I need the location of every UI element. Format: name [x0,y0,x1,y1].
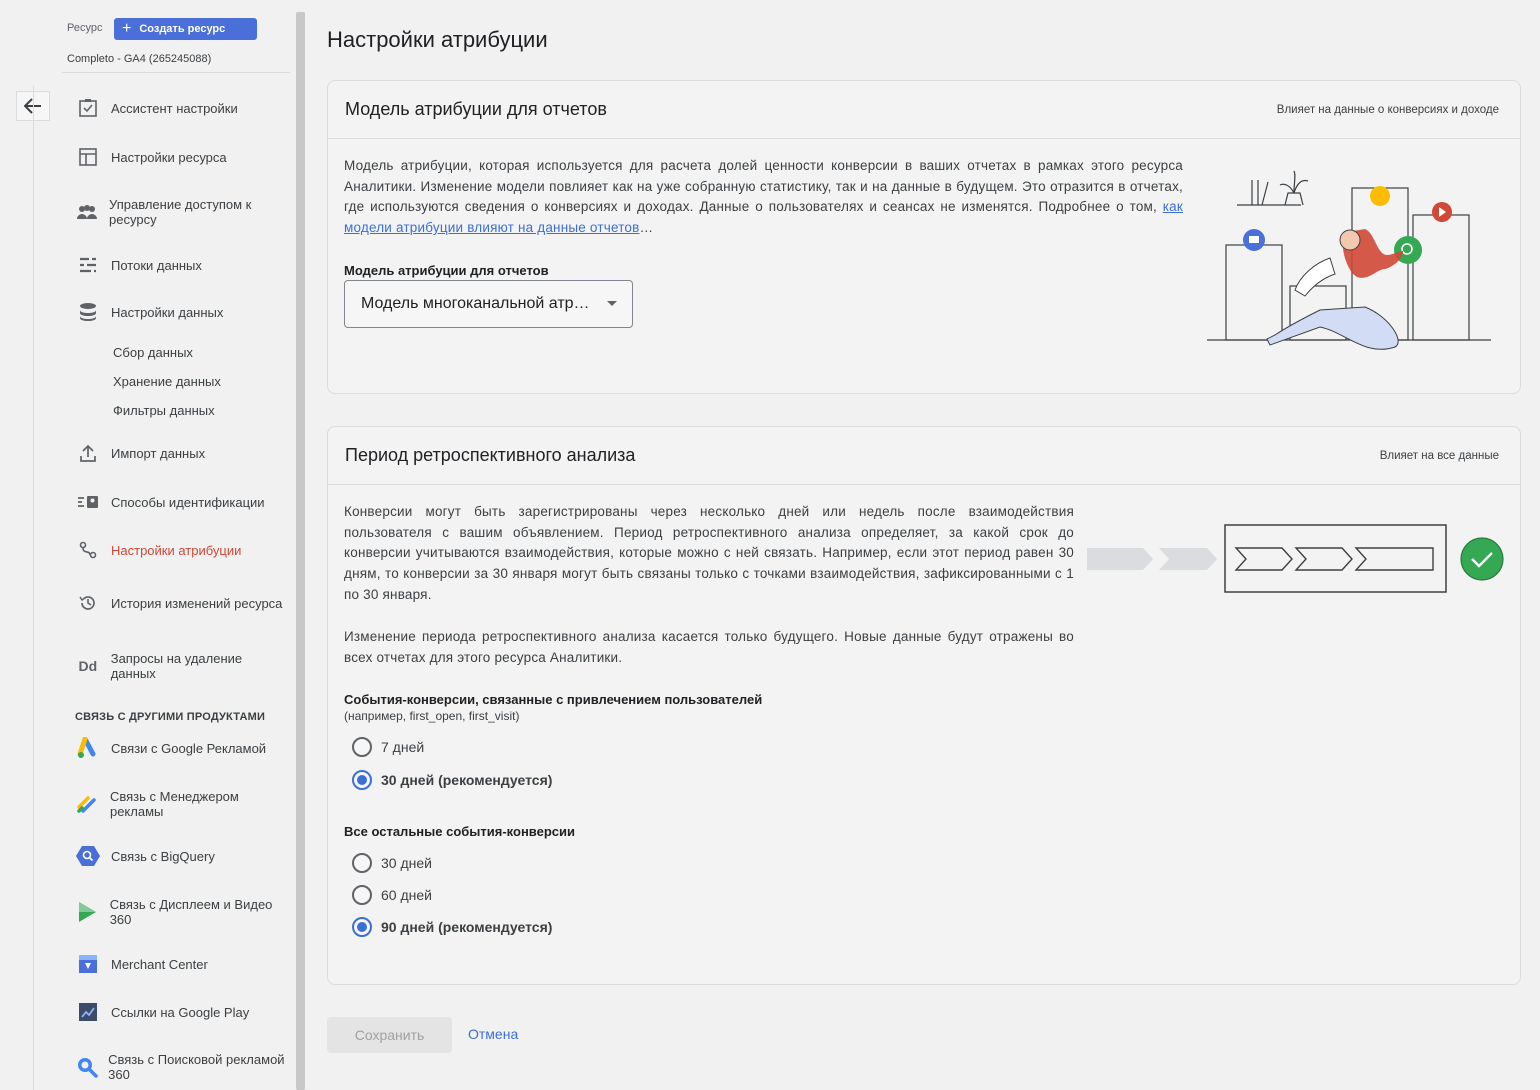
radio-button[interactable] [352,885,372,905]
sidebar-item-data-streams[interactable] [74,253,289,277]
sidebar-item-label: Настройки ресурса [111,149,227,165]
radio-other-60-days[interactable] [352,885,432,905]
sidebar-item-data-import[interactable] [74,441,289,465]
sidebar-item-label: Связь с BigQuery [111,848,215,864]
sidebar-link-google-ads[interactable] [74,736,289,760]
lookback-illustration [1085,520,1510,600]
sidebar-subitem-data-collection[interactable]: Сбор данных [113,345,193,360]
sidebar-scrollbar[interactable] [296,12,305,1090]
cancel-button[interactable]: Отмена [468,1026,519,1042]
radio-label: 60 дней [381,887,432,903]
radio-button-selected[interactable] [352,770,372,790]
card-note: Влияет на все данные [1379,449,1499,462]
radio-label: 7 дней [381,739,425,755]
card-header [328,81,1520,139]
attribution-model-label: Модель атрибуции для отчетов [344,263,549,278]
sidebar-item-data-settings[interactable] [74,300,289,324]
checklist-icon [74,96,102,120]
ad-manager-icon [74,792,101,816]
database-icon [74,300,102,324]
sidebar-item-label: Настройки данных [111,304,224,320]
other-events-label: Все остальные события-конверсии [344,824,576,839]
identity-icon [74,490,102,514]
resource-label: Ресурс [67,22,103,34]
card-note: Влияет на данные о конверсиях и доходе [1276,103,1499,116]
link-suffix: … [639,220,654,236]
plus-icon: + [122,20,132,37]
lookback-description: Конверсии могут быть зарегистрированы через несколько дней или недель после взаимодействия пользователя с вашим объявлением. Период ретроспективного анализа определяет, за какой срок до конверсии учитываются взаимодействия, которые можно с ней связать. Например, если этот период равен 30 дням, то конверсии за 30 января могут быть связаны только с точками взаимодействия, зафиксированными с 1 по 30 января. [344,504,1074,602]
save-button[interactable]: Сохранить [327,1017,452,1053]
sidebar-link-search-ads-360[interactable] [74,1052,289,1082]
radio-label: 30 дней [381,855,432,871]
learn-more-link[interactable]: как модели атрибуции влияют на данные отчетов [344,199,1183,236]
people-icon [74,200,100,224]
sidebar-item-label: Запросы на удаление данных [110,651,243,681]
sidebar-item-access-management[interactable] [74,197,289,227]
sidebar-link-google-play[interactable] [74,1000,289,1024]
sidebar-link-ad-manager[interactable] [74,789,289,819]
section-title-product-links: СВЯЗЬ С ДРУГИМИ ПРОДУКТАМИ [75,711,266,723]
merchant-center-icon [74,952,102,976]
sidebar-item-label: История изменений ресурса [111,595,283,611]
sidebar-item-setup-assistant[interactable] [74,96,289,120]
attribution-description-text: Модель атрибуции, которая используется для расчета долей ценности конверсии в ваших отчетах в рамках этого ресурса Аналитики. Изменение модели повлияет как на уже собранную статистику, так и на данные в будущем. Это отразится в отчетах, где используются сведения о конверсиях и доходах. Данные о пользователях и сеансах не изменятся. Подробнее о том, [344,158,1183,215]
radio-other-90-days[interactable] [352,917,552,937]
sidebar-subitem-data-filters[interactable]: Фильтры данных [113,403,215,418]
create-resource-button[interactable] [114,18,257,40]
data-deletion-icon: Dd [78,658,98,674]
card-title: Период ретроспективного анализа [345,445,636,465]
radio-other-30-days[interactable] [352,853,432,873]
divider [62,72,290,73]
sidebar-rail [33,86,34,1090]
acquisition-events-sub: (например, first_open, first_visit) [344,709,520,723]
sidebar-item-reporting-identity[interactable] [74,490,289,514]
sidebar-link-display-video-360[interactable] [74,897,289,927]
attribution-illustration [1200,160,1500,375]
sidebar-item-attribution-settings[interactable] [74,538,289,562]
search-ads-360-icon [74,1055,99,1079]
upload-icon [74,441,102,465]
data-streams-icon [74,253,102,277]
radio-acq-7-days[interactable] [352,737,424,757]
create-resource-label: Создать ресурс [139,23,226,35]
attribution-icon [74,538,102,562]
display-video-360-icon [74,900,101,924]
sidebar-item-label: Потоки данных [111,257,202,273]
page-title: Настройки атрибуции [327,27,548,52]
sidebar-item-label: Merchant Center [111,956,208,972]
sidebar-item-label: Способы идентификации [111,494,265,510]
radio-button[interactable] [352,853,372,873]
sidebar-subitem-data-retention[interactable]: Хранение данных [113,374,221,389]
radio-acq-30-days[interactable] [352,770,552,790]
sidebar-item-property-settings[interactable] [74,145,289,169]
sidebar-item-label: Управление доступом к ресурсу [109,197,252,227]
sidebar-item-label: Ассистент настройки [111,100,238,116]
radio-button-selected[interactable] [352,917,372,937]
resource-name[interactable]: Completo - GA4 (265245088) [67,53,212,65]
dropdown-arrow-icon [607,301,617,307]
sidebar-item-label: Связь с Поисковой рекламой 360 [108,1052,285,1082]
radio-button[interactable] [352,737,372,757]
sidebar-item-change-history[interactable] [74,591,289,615]
acquisition-events-label: События-конверсии, связанные с привлечением пользователей [344,692,763,707]
card-header [328,427,1520,485]
sidebar-link-bigquery[interactable] [74,844,289,868]
sidebar-item-data-deletion[interactable] [74,651,289,681]
google-ads-icon [74,736,102,760]
history-icon [74,591,102,615]
sidebar-item-label: Связь с Дисплеем и Видео 360 [109,897,273,927]
sidebar-item-label: Связь с Менеджером рекламы [109,789,239,819]
attribution-model-select[interactable] [344,280,633,328]
radio-label: 90 дней (рекомендуется) [381,919,553,935]
card-title: Модель атрибуции для отчетов [345,99,607,119]
google-play-icon [74,1000,102,1024]
sidebar-item-label: Связи с Google Рекламой [111,740,267,756]
sidebar [0,0,296,1090]
attribution-model-value: Модель многоканальной атр… [361,295,590,312]
sidebar-item-label: Импорт данных [111,445,206,461]
sidebar-item-label: Ссылки на Google Play [111,1004,250,1020]
layout-icon [74,145,102,169]
sidebar-link-merchant-center[interactable] [74,952,289,976]
sidebar-item-label: Настройки атрибуции [111,542,242,558]
bigquery-icon [74,844,102,868]
attribution-description [344,156,1183,239]
lookback-note: Изменение периода ретроспективного анализа касается только будущего. Новые данные будут отражены во всех отчетах для этого ресурса Аналитики. [344,629,1074,665]
radio-label: 30 дней (рекомендуется) [381,772,553,788]
